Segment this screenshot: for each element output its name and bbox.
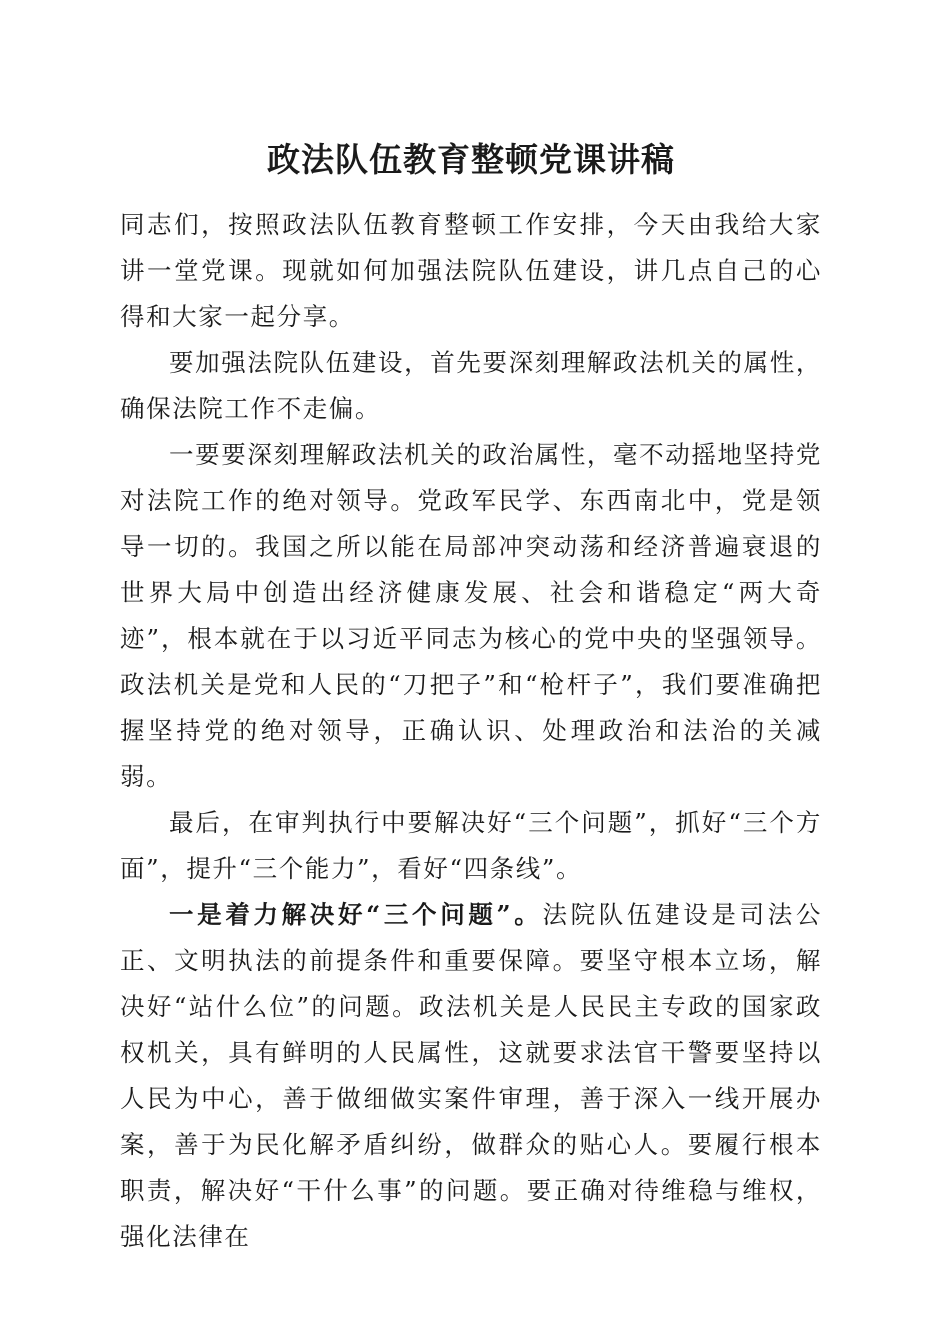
- paragraph-lead-heading: 一是着力解决好“三个问题”。: [169, 900, 543, 929]
- paragraph-three-problems: [120, 892, 822, 1260]
- paragraph-political-attribute: 一要要深刻理解政法机关的政治属性，毫不动摇地坚持党对法院工作的绝对领导。党政军民学、东西南北中，党是领导一切的。我国之所以能在局部冲突动荡和经济普遍衰退的世界大局中创造出经济健康发展、社会和谐稳定“两大奇迹”，根本就在于以习近平同志为核心的党中央的坚强领导。政法机关是党和人民的“刀把子”和“枪杆子”，我们要准确把握坚持党的绝对领导，正确认识、处理政治和法治的关减弱。: [120, 440, 822, 791]
- paragraph-opening: 同志们，按照政法队伍教育整顿工作安排，今天由我给大家讲一堂党课。现就如何加强法院队伍建设，讲几点自己的心得和大家一起分享。: [120, 210, 822, 331]
- paragraph-body-text: 法院队伍建设是司法公正、文明执法的前提条件和重要保障。要坚守根本立场，解决好“站什么位”的问题。政法机关是人民民主专政的国家政权机关，具有鲜明的人民属性，这就要求法官干警要坚持以人民为中心，善于做细做实案件审理，善于深入一线开展办案，善于为民化解矛盾纠纷，做群众的贴心人。要履行根本职责，解决好“干什么事”的问题。要正确对待维稳与维权，强化法律在: [120, 900, 823, 1251]
- document-title: 政法队伍教育整顿党课讲稿: [267, 140, 675, 179]
- paragraph-attributes: 要加强法院队伍建设，首先要深刻理解政法机关的属性，确保法院工作不走偏。: [120, 348, 822, 423]
- document-body: [120, 202, 822, 1260]
- paragraph-finally: 最后，在审判执行中要解决好“三个问题”，抓好“三个方面”，提升“三个能力”，看好“四条线”。: [120, 808, 822, 883]
